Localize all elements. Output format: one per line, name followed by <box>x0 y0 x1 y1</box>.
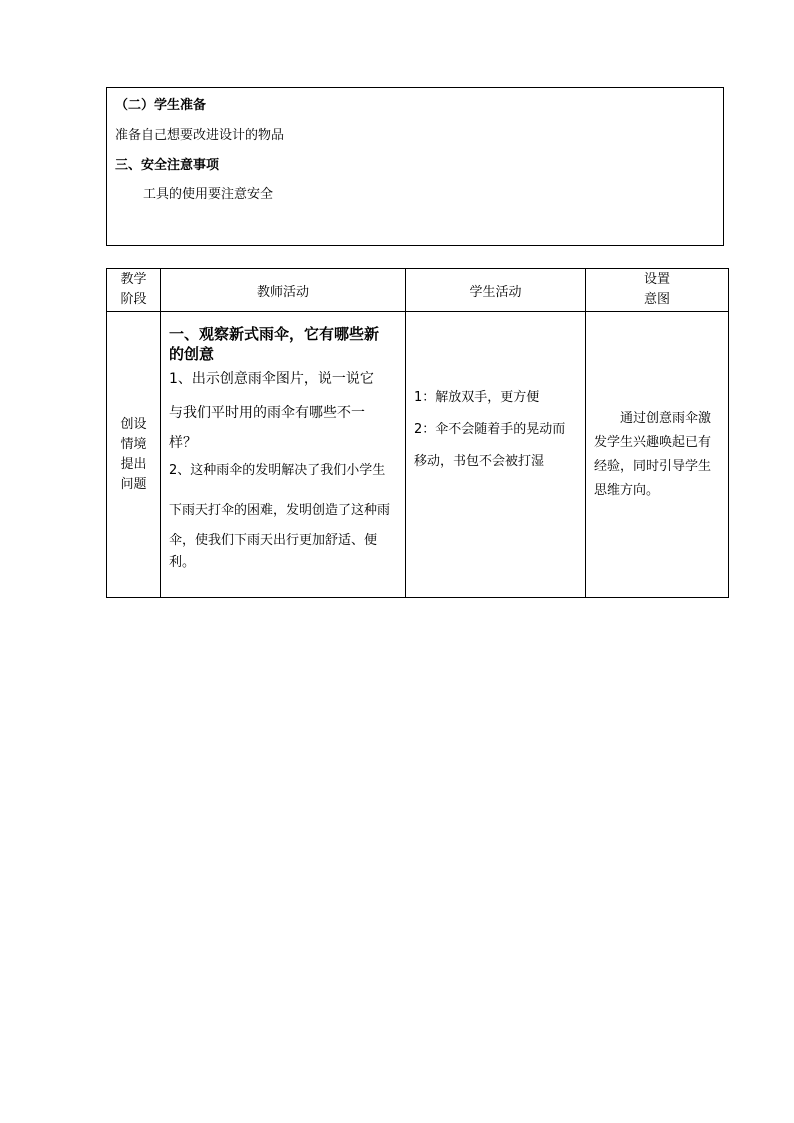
purpose-line: 发学生兴趣唤起已有 <box>594 434 712 450</box>
student-prep-text: 准备自己想要改进设计的物品 <box>115 128 285 143</box>
teacher-p1-line: 与我们平时用的雨伞有哪些不一 <box>169 405 365 421</box>
purpose-line: 思维方向。 <box>594 482 660 498</box>
teacher-activity-cell <box>161 312 406 598</box>
stage-line: 提出 <box>120 456 147 472</box>
table-header-row <box>107 269 729 312</box>
teacher-title-line: 一、观察新式雨伞，它有哪些新 <box>169 325 380 343</box>
student-activity-cell <box>406 312 586 598</box>
purpose-line: 通过创意雨伞激 <box>594 410 712 426</box>
student-line: 1：解放双手，更方便 <box>414 390 540 405</box>
table-row <box>107 312 729 598</box>
header-stage-line: 教学 <box>120 272 147 287</box>
stage-cell <box>107 312 161 598</box>
student-line: 2：伞不会随着手的晃动而 <box>414 422 566 437</box>
teacher-title-line: 的创意 <box>169 345 215 363</box>
heading-student-prep: （二）学生准备 <box>115 98 207 113</box>
teacher-p2-line: 伞，使我们下雨天出行更加舒适、便利。 <box>169 533 378 570</box>
student-line: 移动，书包不会被打湿 <box>414 454 545 469</box>
preparation-box <box>106 87 724 246</box>
header-stage <box>107 269 161 312</box>
purpose-cell <box>586 312 729 598</box>
lesson-table <box>106 268 729 598</box>
purpose-line: 经验，同时引导学生 <box>594 458 712 474</box>
heading-safety: 三、安全注意事项 <box>115 158 220 173</box>
safety-text: 工具的使用要注意安全 <box>143 187 274 202</box>
header-purpose-line: 意图 <box>643 292 670 307</box>
header-student: 学生活动 <box>406 269 586 312</box>
stage-line: 创设 <box>120 416 147 432</box>
header-purpose <box>586 269 729 312</box>
header-teacher: 教师活动 <box>161 269 406 312</box>
teacher-p2-line: 2、这种雨伞的发明解决了我们小学生 <box>169 463 386 478</box>
teacher-p2-line: 下雨天打伞的困难，发明创造了这种雨 <box>169 503 391 518</box>
header-purpose-line: 设置 <box>643 272 670 287</box>
teacher-p1-line: 样？ <box>169 435 197 451</box>
stage-line: 问题 <box>120 476 147 492</box>
header-stage-line: 阶段 <box>120 292 147 307</box>
teacher-p1-line: 1、出示创意雨伞图片，说一说它 <box>169 371 374 387</box>
stage-line: 情境 <box>120 436 147 452</box>
